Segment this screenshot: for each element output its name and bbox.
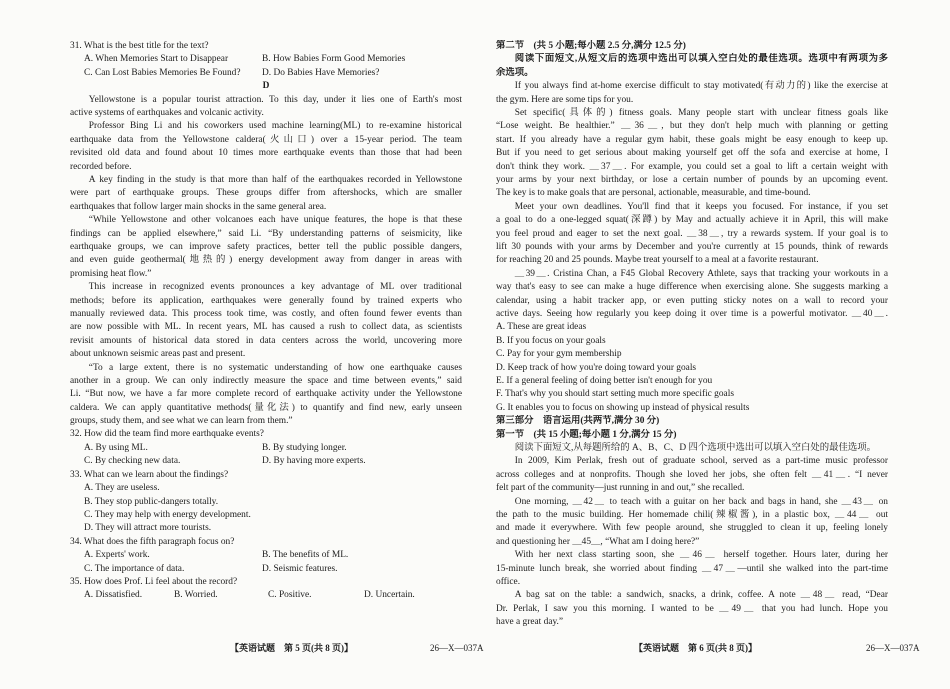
option-c: C. Pay for your gym membership: [496, 349, 622, 360]
passage-line: One morning, ＿42＿ to teach with a guitar on her back and bags in hand, she ＿43＿ on: [514, 496, 888, 507]
passage-line: Professor Bing Li and his coworkers used machine learning(ML) to re-examine historical: [88, 121, 462, 132]
passage-line: across colleges and at nonprofits. Though she loved her jobs, she often felt ＿41＿. “I never: [496, 469, 888, 480]
passage-line: revisit amounts of historical data stored in data centers across the world, uncovering more: [70, 335, 462, 346]
option-d: D. Seismic features.: [262, 563, 338, 574]
part-3-section-1-title: 第一节 (共 15 小题;每小题 1 分,满分 15 分): [496, 429, 677, 440]
passage-line: earthquake data from the Yellowstone caldera(火山口) over a 15-year period. The team: [70, 134, 462, 145]
part-3-title: 第三部分 语言运用(共两节,满分 30 分): [496, 416, 660, 427]
option-d: D. Do Babies Have Memories?: [262, 67, 380, 78]
section-d-heading: D: [262, 81, 270, 92]
passage-line: ＿39＿. Cristina Chan, a F45 Global Recovery Athlete, says that tracking your workouts in a: [514, 268, 888, 279]
question-34-stem: 34. What does the fifth paragraph focus on?: [70, 536, 235, 547]
section-2-title: 第二节 (共 5 小题;每小题 2.5 分,满分 12.5 分): [496, 41, 686, 51]
passage-line: findings can be applied elsewhere,” said Li. “By understanding patterns of seismicity, like: [70, 228, 462, 239]
passage-line: revisited old data and found about 10 times more earthquake events than those that had been: [70, 148, 462, 159]
option-d: D. Uncertain.: [364, 590, 415, 601]
option-d: D. By having more experts.: [262, 456, 366, 467]
passage-line: Dr. Perlak, I saw you this morning. I wanted to be ＿49＿ that you had lunch. Hope you: [496, 603, 888, 614]
option-c: C. Positive.: [268, 590, 312, 601]
question-34-options-row-1: [70, 549, 462, 562]
passage-line: Meet your own deadlines. You'll find that it keeps you focused. For instance, if you set: [514, 201, 888, 212]
passage-line: way that's easy to see can make a huge difference when exercising alone. She suggests marking a: [496, 282, 888, 293]
passage-line: 15-minute lunch break, she worried about finding ＿47＿—until she walked into the part-time: [496, 563, 888, 574]
section-2-instructions-cont: 余选项。: [496, 67, 534, 78]
passage-line: The key is to make goals that are personal, actionable, measurable, and time-bound.: [496, 188, 811, 199]
question-35-options: [70, 589, 462, 602]
option-b: B. They stop public-dangers totally.: [84, 496, 219, 507]
option-a: A. They are useless.: [84, 483, 160, 494]
passage-line: start. If you already have a regular gym habit, these goals might be easy enough to keep up.: [496, 134, 888, 145]
passage-line: Yellowstone is a popular tourist attraction. To this day, under it lies one of Earth's most: [88, 94, 462, 105]
option-a: A. When Memories Start to Disappear: [84, 54, 229, 65]
exam-code: 26—X—037A: [866, 642, 920, 653]
passage-line: calendar, using a habit tracker app, or even putting sticky notes on a wall to record your: [496, 295, 888, 306]
page-5: [70, 40, 484, 659]
question-34-options-row-2: [70, 563, 462, 576]
option-a: A. These are great ideas: [496, 322, 587, 333]
passage-line: If you always find at-home exercise difficult to stay motivated(有动力的) like the exercise at: [514, 81, 888, 92]
option-b: B. The benefits of ML.: [262, 550, 349, 561]
passage-line: earthquakes that follow larger main shocks in the same general area.: [70, 201, 327, 212]
option-c: C. They may help with energy development.: [84, 509, 251, 520]
option-d: D. Keep track of how you're doing toward your goals: [496, 362, 697, 373]
option-b: B. If you focus on your goals: [496, 335, 606, 346]
passage-line: With her next class starting soon, she ＿46＿ herself together. Hours later, during her: [514, 550, 888, 561]
option-a: A. By using ML.: [84, 442, 148, 453]
passage-line: active systems of earthquakes and volcanic activity.: [70, 108, 264, 119]
option-b: B. Worried.: [174, 590, 218, 601]
passage-line: groups, study them, and see what we can learn from them.”: [70, 416, 293, 427]
page-footer: [634, 642, 920, 655]
passage-line: the gym. Here are some tips for you.: [496, 94, 634, 105]
passage-line: for reaching 20 and 25 pounds. Maybe treat yourself to a meal at a favorite restaurant.: [496, 255, 819, 266]
passage-line: “To a large extent, there is no systematic understanding of how one earthquake causes: [88, 362, 462, 373]
passage-line: active days. Seeing how regularly you keep doing it over time is a powerful motivator. ＿40＿.: [496, 308, 888, 319]
question-33-stem: 33. What can we learn about the findings?: [70, 469, 229, 480]
option-a: A. Experts' work.: [84, 550, 150, 561]
question-31-options-row-1: [70, 53, 462, 66]
section-2-instructions: 阅读下面短文,从短文后的选项中选出可以填入空白处的最佳选项。选项中有两项为多: [514, 54, 888, 65]
passage-line: This increase in recognized events pronounces a key advantage of ML over traditional: [88, 282, 462, 293]
passage-line: another in a group. We can only indirectly measure the space and time between events,” said: [70, 375, 462, 386]
passage-line: “Lose weight. Be healthier.” ＿36＿, but they don't help much with planning or getting: [496, 121, 888, 132]
passage-line: “While Yellowstone and other volcanoes each have unique features, the hope is that these: [88, 215, 462, 226]
option-c: C. By checking new data.: [84, 456, 181, 467]
passage-line: you feel proud and eager to set the next goal. ＿38＿, try a rewards system. If your goal is to: [496, 228, 888, 239]
option-e: E. If a general feeling of doing better isn't enough for you: [496, 375, 713, 386]
option-c: C. Can Lost Babies Memories Be Found?: [84, 67, 241, 78]
question-31-options-row-2: [70, 67, 462, 80]
passage-line: were part of earthquake groups. These groups differ from aftershocks, which are smaller: [70, 188, 462, 199]
passage-line: In 2009, Kim Perlak, fresh out of graduate school, served as a part-time music professor: [514, 456, 888, 467]
passage-line: don't think they work. ＿37＿. For example, you could set a goal to lift a certain weight with: [496, 161, 888, 172]
passage-line: a goal to do a one-legged squat(深蹲) by May and actually achieve it in April, this will make: [496, 215, 888, 226]
option-d: D. They will attract more tourists.: [84, 523, 212, 534]
passage-line: A key finding in the study is that more than half of the earthquakes recorded in Yellowstone: [88, 175, 462, 185]
passage-line: and questioning her ＿45＿, “What am I doing here?”: [496, 536, 700, 547]
page-6: [496, 40, 920, 659]
footer-label: 【英语试题 第 5 页(共 8 页)】: [230, 642, 353, 653]
passage-line: office.: [496, 576, 521, 587]
passage-line: promising heat flow.”: [70, 268, 152, 279]
option-g: G. It enables you to focus on showing up instead of physical results: [496, 402, 750, 413]
passage-line: recorded before.: [70, 161, 132, 172]
passage-line: Li. “But now, we have a far more complete record of earthquake activity under the Yellowstone: [70, 389, 462, 400]
question-32-options-row-2: [70, 455, 462, 468]
option-f: F. That's why you should start setting much more specific goals: [496, 389, 734, 400]
option-b: B. By studying longer.: [262, 442, 347, 453]
page-footer: [230, 642, 484, 655]
passage-line: earthquake groups, we can improve safety practices, better tell the public possible dangers,: [70, 241, 462, 252]
passage-line: A bag sat on the table: a sandwich, snacks, a drink, coffee. A note ＿48＿ read, “Dear: [514, 590, 888, 601]
passage-line: Set specific(具体的) fitness goals. Many people start with unclear fitness goals like: [514, 108, 888, 118]
passage-line: caldera. We can apply quantitative methods(量化法) to quantify and find new, early unseen: [70, 402, 462, 413]
option-b: B. How Babies Form Good Memories: [262, 54, 406, 65]
passage-line: are now possible with ML. In recent years, ML has caused a rush to collect data, as scientists: [70, 322, 462, 333]
passage-line: about unknown seismic areas past and present.: [70, 349, 246, 360]
question-32-stem: 32. How did the team find more earthquake events?: [70, 429, 264, 440]
passage-line: your arms by your next birthday, or lose a certain number of pounds by an upcoming event.: [496, 174, 888, 185]
question-32-options-row-1: [70, 442, 462, 455]
passage-line: have a great day.”: [496, 617, 564, 628]
passage-line: and even guide geothermal(地热的) energy development away from danger in areas with: [70, 255, 462, 266]
passage-line: and made it everywhere. With few people around, she struggled to clean it up, feeling lonely: [496, 523, 888, 534]
passage-line: But if you need to get serious about making yourself get off the sofa and exercise at home, I: [496, 148, 888, 159]
passage-line: manually reviewed data. This process took time, was costly, and often found fewer events than: [70, 308, 462, 319]
passage-line: the path to the music building. Her homemade chili(辣椒酱), in a plastic box, ＿44＿ out: [496, 509, 888, 520]
option-a: A. Dissatisfied.: [84, 590, 143, 601]
question-35-stem: 35. How does Prof. Li feel about the record?: [70, 576, 238, 587]
passage-line: methods; before its application, earthquakes were generally found by trained experts who: [70, 295, 462, 306]
part-3-instructions: 阅读下面短文,从每题所给的 A、B、C、D 四个选项中选出可以填入空白处的最佳选项。: [514, 442, 877, 453]
passage-line: felt part of the community—just running in and out,” she recalled.: [496, 483, 745, 494]
exam-code: 26—X—037A: [430, 642, 484, 653]
question-31-stem: 31. What is the best title for the text?: [70, 41, 209, 51]
passage-line: lift 30 pounds with your arms by December and you're currently at 15 pounds, think of rewards: [496, 241, 888, 252]
option-c: C. The importance of data.: [84, 563, 185, 574]
footer-label: 【英语试题 第 6 页(共 8 页)】: [634, 642, 757, 653]
